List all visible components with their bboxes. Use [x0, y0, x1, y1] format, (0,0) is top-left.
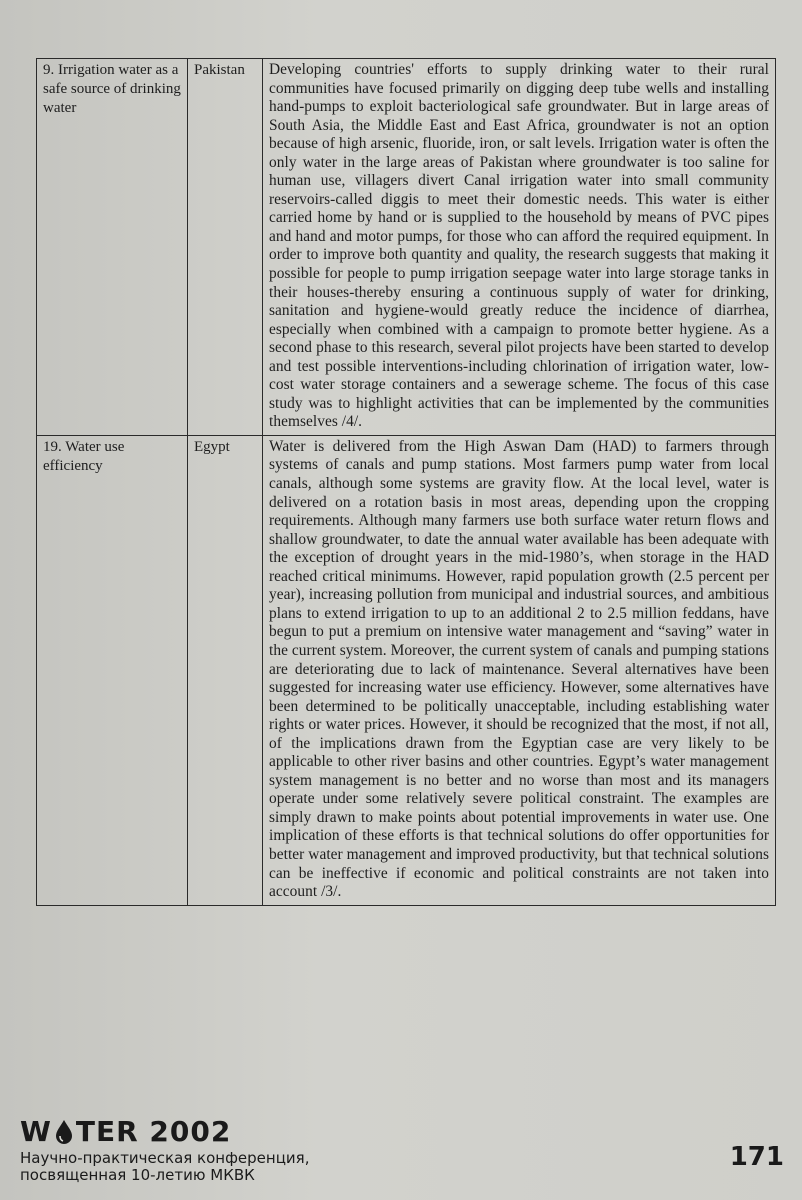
description-cell: Developing countries' efforts to supply drinking water to their rural communities have focused primarily on digging deep tube wells and installing hand-pumps to exploit bacteriological safe groundwater. But in large areas of South Asia, the Middle East and East Africa, groundwater is not an option because of high arsenic, fluoride, iron, or salt levels. Irrigation water is often the only water in the large areas of Pakistan where groundwater is too saline for human use, villagers divert Canal irrigation water into small community reservoirs-called diggis to meet their domestic needs. This water is either carried home by hand or is supplied to the household by means of PVC pipes and hand and motor pumps, for those who can afford the required equipment. In order to improve both quantity and quality, the research suggests that making it possible for people to pump irrigation seepage water into large storage tanks in their houses-thereby ensuring a continuous supply of water for drinking, sanitation and hygiene-would greatly reduce the incidence of diarrhea, especially when combined with a campaign to promote better hygiene. As a second phase to this research, several pilot projects have been started to develop and test possible interventions-including chlorination of irrigation water, low-cost water storage containers and a sewerage scheme. The focus of this case study was to highlight activities that can be implemented by the communities themselves /4/. — [263, 59, 776, 436]
water-drop-icon — [54, 1119, 74, 1145]
water-2002-logo — [20, 1116, 231, 1148]
conference-title-line1: Научно-практическая конференция, — [20, 1149, 310, 1167]
page-footer — [20, 1115, 790, 1184]
table-row — [37, 435, 776, 905]
logo-text-left: W — [20, 1115, 52, 1148]
page-number: 171 — [729, 1142, 784, 1172]
country-cell: Egypt — [188, 435, 263, 905]
country-cell: Pakistan — [188, 59, 263, 436]
topic-cell: 9. Irrigation water as a safe source of drinking water — [37, 59, 188, 436]
topic-cell: 19. Water use efficiency — [37, 435, 188, 905]
logo-text-right: TER 2002 — [75, 1115, 232, 1148]
conference-title-line2: посвященная 10-летию МКВК — [20, 1166, 255, 1184]
table-row — [37, 59, 776, 436]
description-cell: Water is delivered from the High Aswan Dam (HAD) to farmers through systems of canals and pump stations. Most farmers pump water from local canals, although some systems are gravity flow. At the local level, water is delivered on a rotation basis in most areas, depending upon the cropping requirements. Although many farmers use both surface water return flows and shallow groundwater, to date the annual water available has been adequate with the exception of drought years in the mid-1980’s, when storage in the HAD reached critical minimums. However, rapid population growth (2.5 percent per year), increasing pollution from municipal and industrial sources, and ambitious plans to extend irrigation to up to an additional 2 to 2.5 million feddans, have begun to put a premium on intensive water management and “saving” water in the current system. Moreover, the current system of canals and pumping stations are deteriorating due to lack of maintenance. Several alternatives have been suggested for increasing water use efficiency. However, some alternatives have been determined to be politically unacceptable, including establishing water rights or water prices. However, it should be recognized that the most, if not all, of the implications drawn from the Egyptian case are very likely to be applicable to other river basins and other countries. Egypt’s water management system management is no better and no worse than most and its managers operate under some relatively severe political constraint. The examples are simply drawn to make points about potential improvements in water use. One implication of these efforts is that technical solutions do offer opportunities for better water management and improved productivity, but that technical solutions can be ineffective if economic and political constraints are not taken into account /3/. — [263, 435, 776, 905]
case-study-table — [36, 58, 776, 906]
